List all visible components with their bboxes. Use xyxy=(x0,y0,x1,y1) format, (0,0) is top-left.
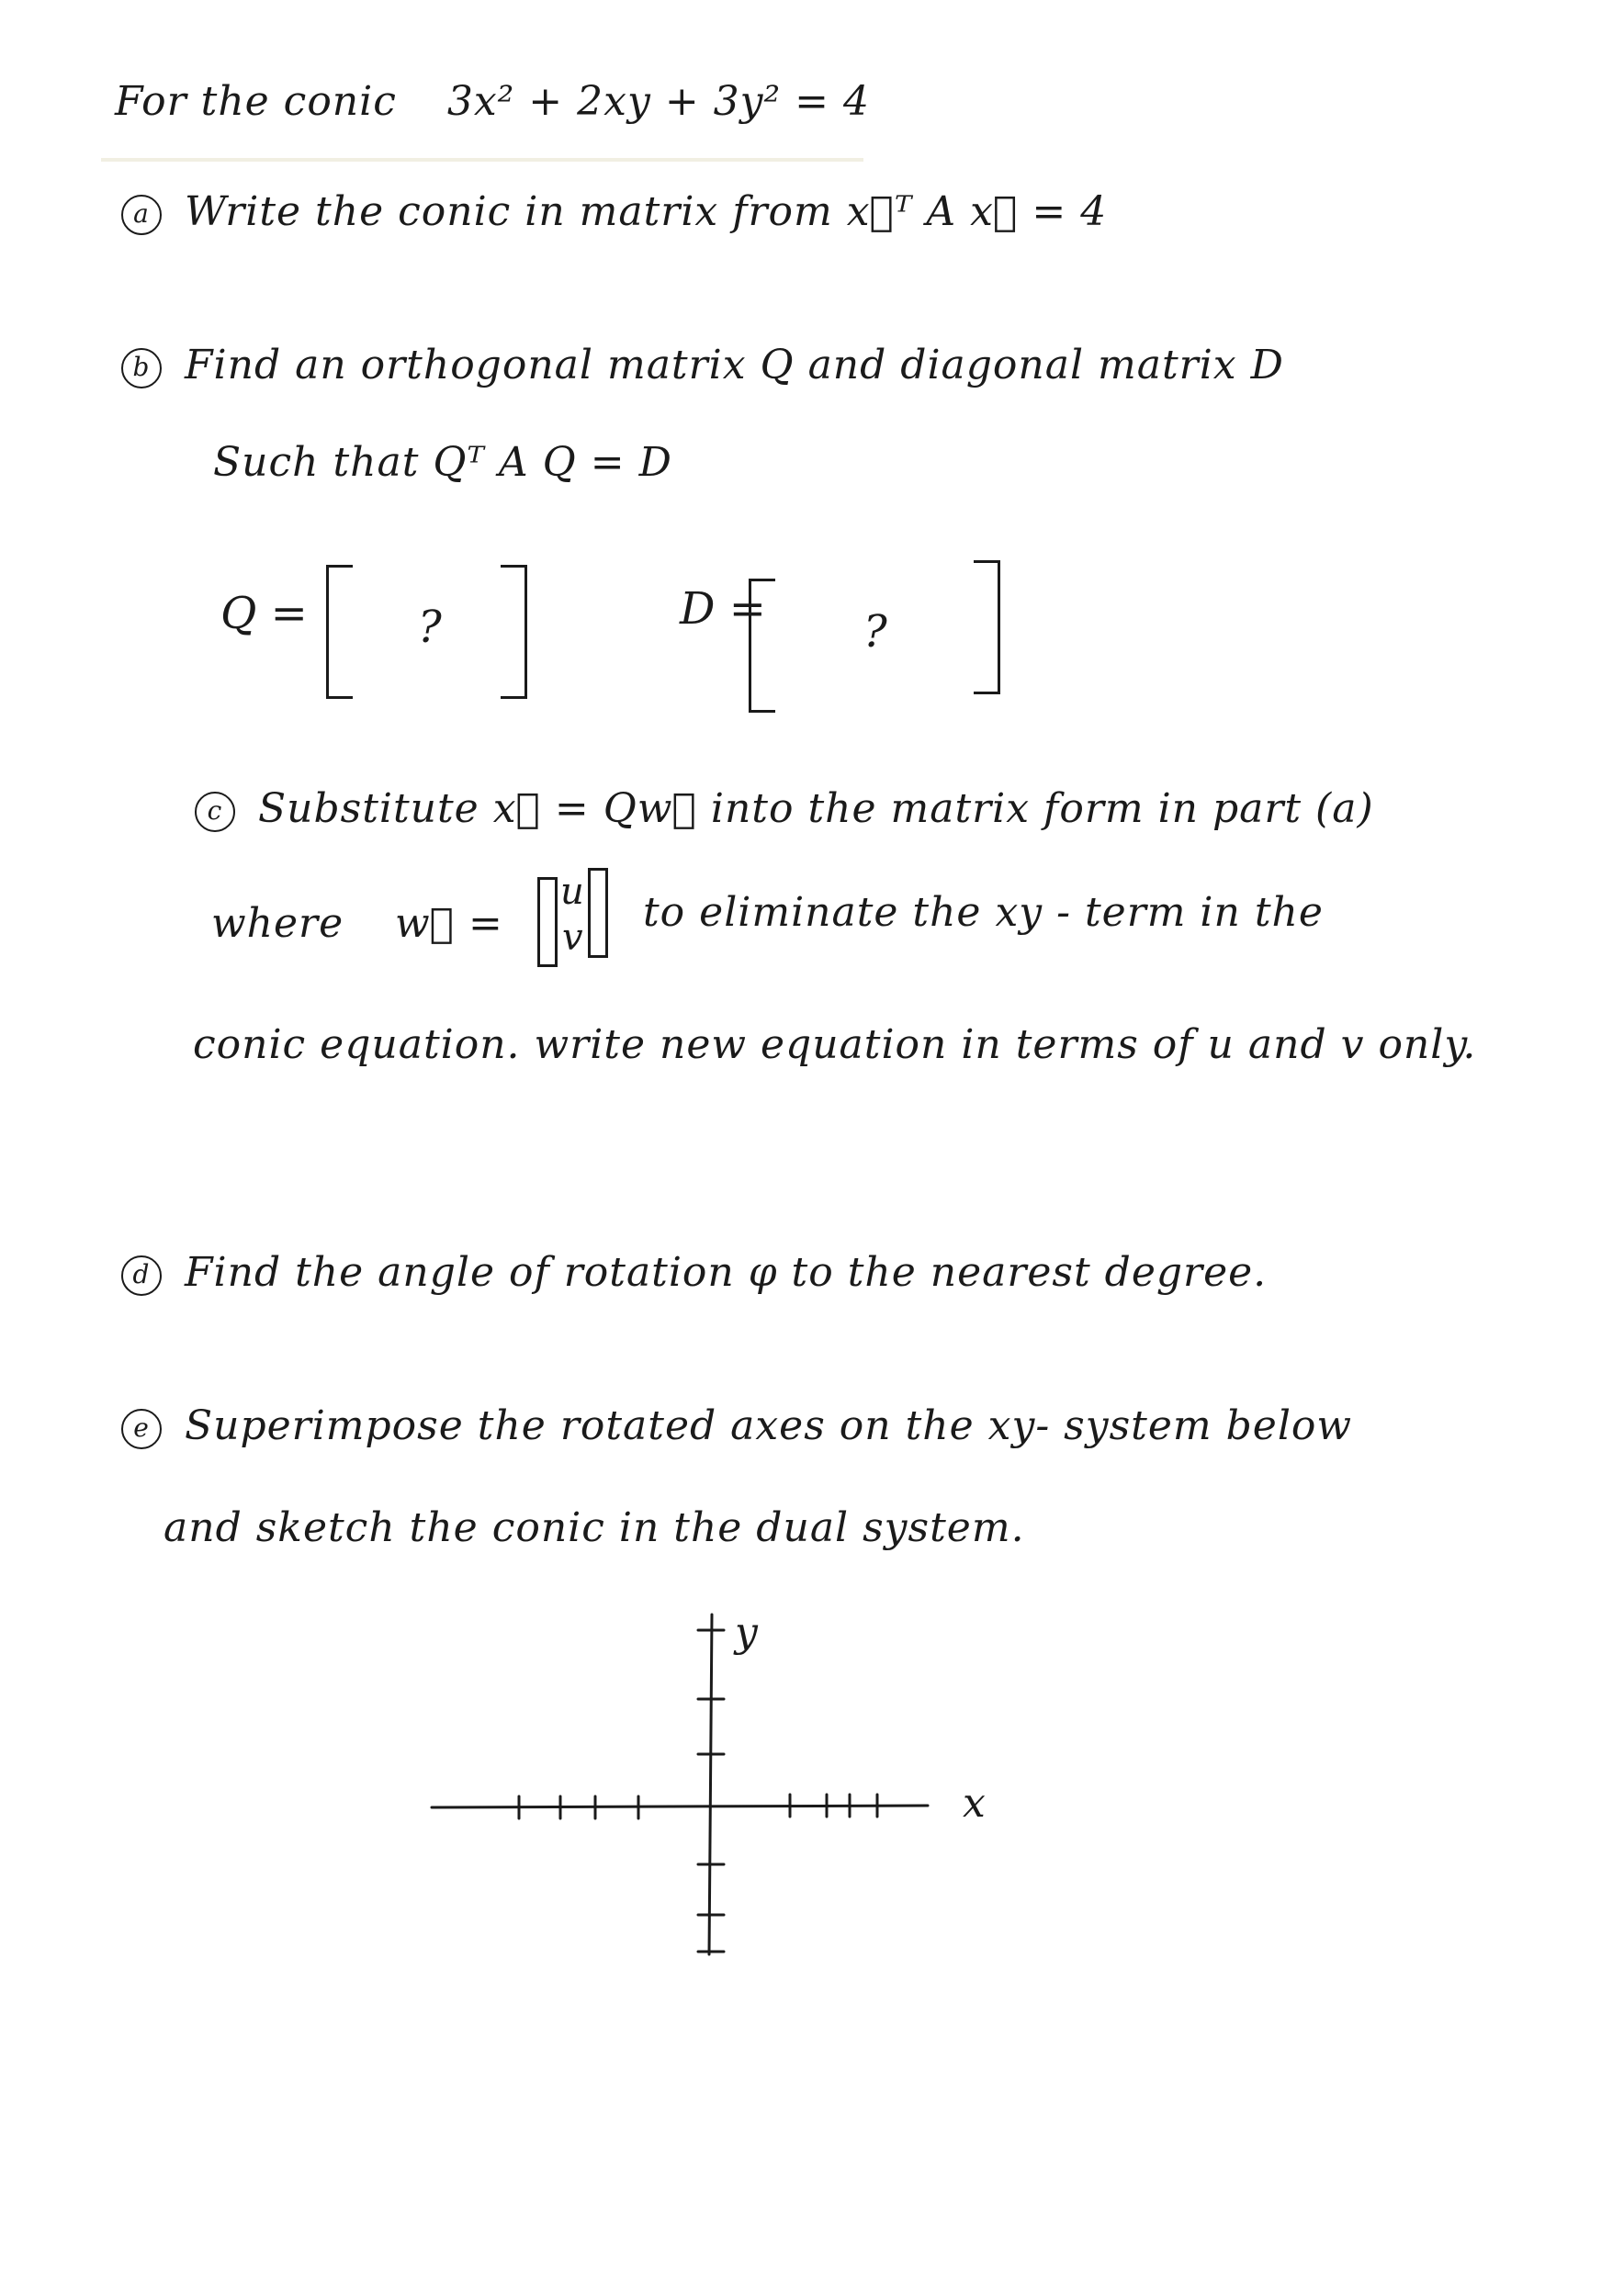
q-value: ? xyxy=(418,602,442,653)
part-e-marker: e xyxy=(121,1409,162,1449)
part-a-text: Write the conic in matrix from x⃗ᵀ A x⃗ = 4 xyxy=(185,188,1108,235)
x-axis-label: x xyxy=(963,1780,986,1827)
w-bottom: v xyxy=(562,917,583,959)
conic-equation: 3x² + 2xy + 3y² = 4 xyxy=(446,78,870,125)
part-d-marker: d xyxy=(121,1255,162,1296)
part-c-text1: Substitute x⃗ = Qw⃗ into the matrix form in part (a) xyxy=(258,785,1374,832)
y-axis-line xyxy=(709,1615,712,1954)
intro-prefix: For the conic xyxy=(115,78,397,125)
part-d-text: Find the angle of rotation φ to the nearest degree. xyxy=(185,1249,1268,1296)
part-b-text1: Find an orthogonal matrix Q and diagonal matrix D xyxy=(185,342,1284,388)
part-c-where: where xyxy=(211,900,344,947)
part-c-line2-rest: to eliminate the xy - term in the xyxy=(643,889,1324,936)
w-top: u xyxy=(560,871,584,913)
d-label: D = xyxy=(680,583,766,635)
part-c-marker: c xyxy=(195,792,235,832)
x-axis-line xyxy=(432,1806,928,1807)
q-label: Q = xyxy=(220,588,308,639)
part-b-marker: b xyxy=(121,348,162,388)
part-a-marker: a xyxy=(121,195,162,235)
part-b-line2: Such that Qᵀ A Q = D xyxy=(213,439,672,486)
w-label: w⃗ = xyxy=(395,900,503,947)
part-c-line3: conic equation. write new equation in terms of u and v only. xyxy=(193,1021,1477,1068)
d-value: ? xyxy=(863,606,887,658)
y-axis-label: y xyxy=(735,1609,758,1656)
part-e-line2: and sketch the conic in the dual system. xyxy=(164,1504,1025,1551)
part-e-text1: Superimpose the rotated axes on the xy- system below xyxy=(185,1402,1353,1449)
